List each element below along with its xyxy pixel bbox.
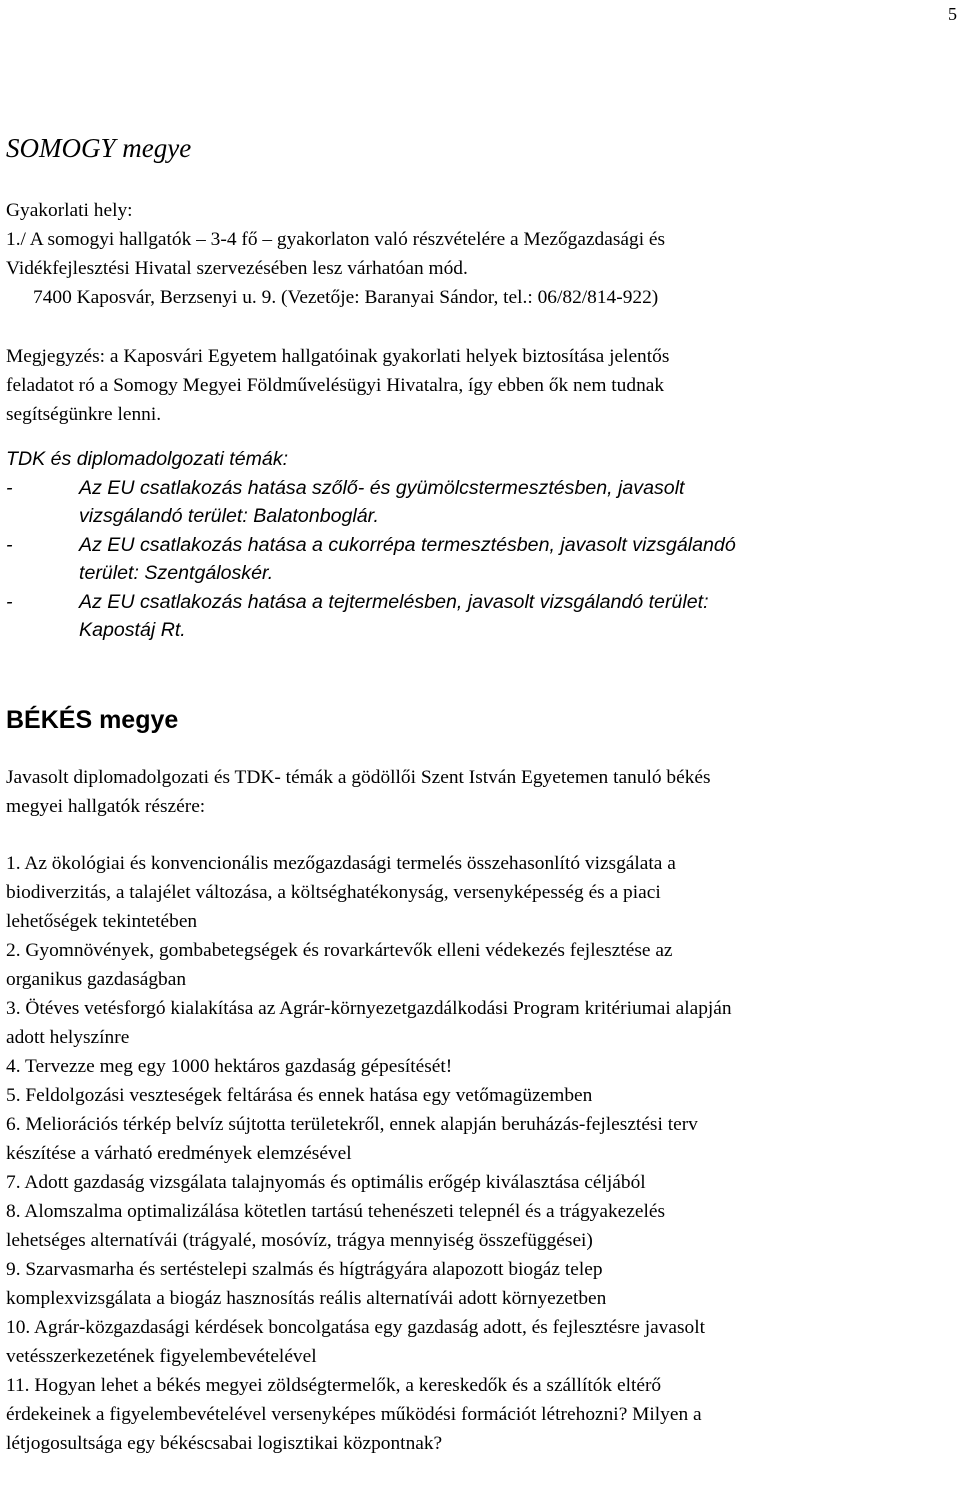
note-section bbox=[6, 342, 952, 429]
practice-label: Gyakorlati hely: bbox=[6, 200, 133, 221]
topic-line: biodiverzitás, a talajélet változása, a költséghatékonyság, versenyképesség és a piaci bbox=[6, 881, 661, 903]
topic-line: adott helyszínre bbox=[6, 1026, 130, 1048]
practice-address: 7400 Kaposvár, Berzsenyi u. 9. (Vezetője: Baranyai Sándor, tel.: 06/82/814-922) bbox=[33, 287, 659, 308]
topic-line: 8. Alomszalma optimalizálása kötetlen tartású tehenészeti telepnél és a trágyakezelés bbox=[6, 1200, 666, 1222]
practice-line-2: Vidékfejlesztési Hivatal szervezésében lesz várhatóan mód. bbox=[6, 258, 468, 279]
topic-item-3 bbox=[6, 994, 952, 1052]
topic-item-1 bbox=[6, 849, 952, 936]
somogy-heading: SOMOGY megye bbox=[6, 133, 192, 163]
topic-line: komplexvizsgálata a biogáz hasznosítás reális alternatívái adott környezetben bbox=[6, 1287, 607, 1309]
topic-line: 4. Tervezze meg egy 1000 hektáros gazdaság gépesítését! bbox=[6, 1055, 453, 1077]
note-line-2: feladatot ró a Somogy Megyei Földművelésügyi Hivatalra, így ebben ők nem tudnak bbox=[6, 375, 665, 396]
topic-line: készítése a várható eredmények elemzésével bbox=[6, 1142, 352, 1164]
topics-section bbox=[6, 445, 952, 645]
dash-marker: - bbox=[6, 476, 13, 499]
topic-item-9 bbox=[6, 1255, 952, 1313]
document-body bbox=[6, 130, 952, 1458]
topic-item-11 bbox=[6, 1371, 952, 1458]
topic-line: 5. Feldolgozási veszteségek feltárása és ennek hatása egy vetőmagüzemben bbox=[6, 1084, 593, 1106]
topic-line: 2. Gyomnövények, gombabetegségek és rovarkártevők elleni védekezés fejlesztése az bbox=[6, 939, 673, 961]
topic-line: 10. Agrár-közgazdasági kérdések boncolgatása egy gazdaság adott, és fejlesztésre javasolt bbox=[6, 1316, 705, 1338]
note-line-1: Megjegyzés: a Kaposvári Egyetem hallgatóinak gyakorlati helyek biztosítása jelentős bbox=[6, 346, 670, 367]
topic-line: 9. Szarvasmarha és sertéstelepi szalmás és hígtrágyára alapozott biogáz telep bbox=[6, 1258, 603, 1280]
dash-marker: - bbox=[6, 590, 13, 613]
dash-marker: - bbox=[6, 533, 13, 556]
topic-line: érdekeinek a figyelembevételével versenyképes működési formációt létrehozni? Milyen a bbox=[6, 1403, 702, 1425]
topic-item-10 bbox=[6, 1313, 952, 1371]
topics-heading: TDK és diplomadolgozati témák: bbox=[6, 448, 289, 470]
topic-item-2 bbox=[6, 936, 952, 994]
topic-line: 6. Meliorációs térkép belvíz sújtotta területekről, ennek alapján beruházás-fejlesztési terv bbox=[6, 1113, 698, 1135]
note-line-3: segítségünkre lenni. bbox=[6, 404, 162, 425]
topics-list bbox=[6, 474, 952, 645]
bekes-intro: Javasolt diplomadolgozati és TDK- témák a gödöllői Szent István Egyetemen tanuló békés megyei hallgatók részére: bbox=[6, 766, 711, 817]
topic-item: - Az EU csatlakozás hatása a cukorrépa termesztésben, javasolt vizsgálandó terület: Szentgáloskér. bbox=[6, 531, 952, 588]
topic-line: lehetőségek tekintetében bbox=[6, 910, 198, 932]
topic-line: 11. Hogyan lehet a békés megyei zöldségtermelők, a kereskedők és a szállítók eltérő bbox=[6, 1374, 662, 1396]
topic-line: 3. Ötéves vetésforgó kialakítása az Agrár-környezetgazdálkodási Program kritériumai alapján bbox=[6, 997, 732, 1019]
topic-line: vetésszerkezetének figyelembevételével bbox=[6, 1345, 317, 1367]
topic-item: - Az EU csatlakozás hatása a tejtermelésben, javasolt vizsgálandó terület: Kapostáj Rt. bbox=[6, 588, 952, 645]
topic-line: organikus gazdaságban bbox=[6, 968, 187, 990]
topic-item-6 bbox=[6, 1110, 952, 1168]
topic-line: 1. Az ökológiai és konvencionális mezőgazdasági termelés összehasonlító vizsgálata a bbox=[6, 852, 676, 874]
topic-line: 7. Adott gazdaság vizsgálata talajnyomás és optimális erőgép kiválasztása céljából bbox=[6, 1171, 646, 1193]
topic-line: lehetséges alternatívái (trágyalé, mosóvíz, trágya mennyiség összefüggései) bbox=[6, 1229, 593, 1251]
topic-line: létjogosultsága egy békéscsabai logisztikai központnak? bbox=[6, 1432, 443, 1454]
bekes-topic-list bbox=[6, 849, 952, 1458]
topic-item-4 bbox=[6, 1052, 952, 1081]
page-number: 5 bbox=[948, 4, 957, 24]
practice-section bbox=[6, 196, 952, 312]
bekes-heading: BÉKÉS megye bbox=[6, 705, 179, 734]
topic-item-7 bbox=[6, 1168, 952, 1197]
topic-item: - Az EU csatlakozás hatása szőlő- és gyümölcstermesztésben, javasolt vizsgálandó terület: Balatonboglár. bbox=[6, 474, 952, 531]
practice-line-1: 1./ A somogyi hallgatók – 3-4 fő – gyakorlaton való részvételére a Mezőgazdasági és bbox=[6, 229, 666, 250]
topic-item-5 bbox=[6, 1081, 952, 1110]
topic-item-8 bbox=[6, 1197, 952, 1255]
